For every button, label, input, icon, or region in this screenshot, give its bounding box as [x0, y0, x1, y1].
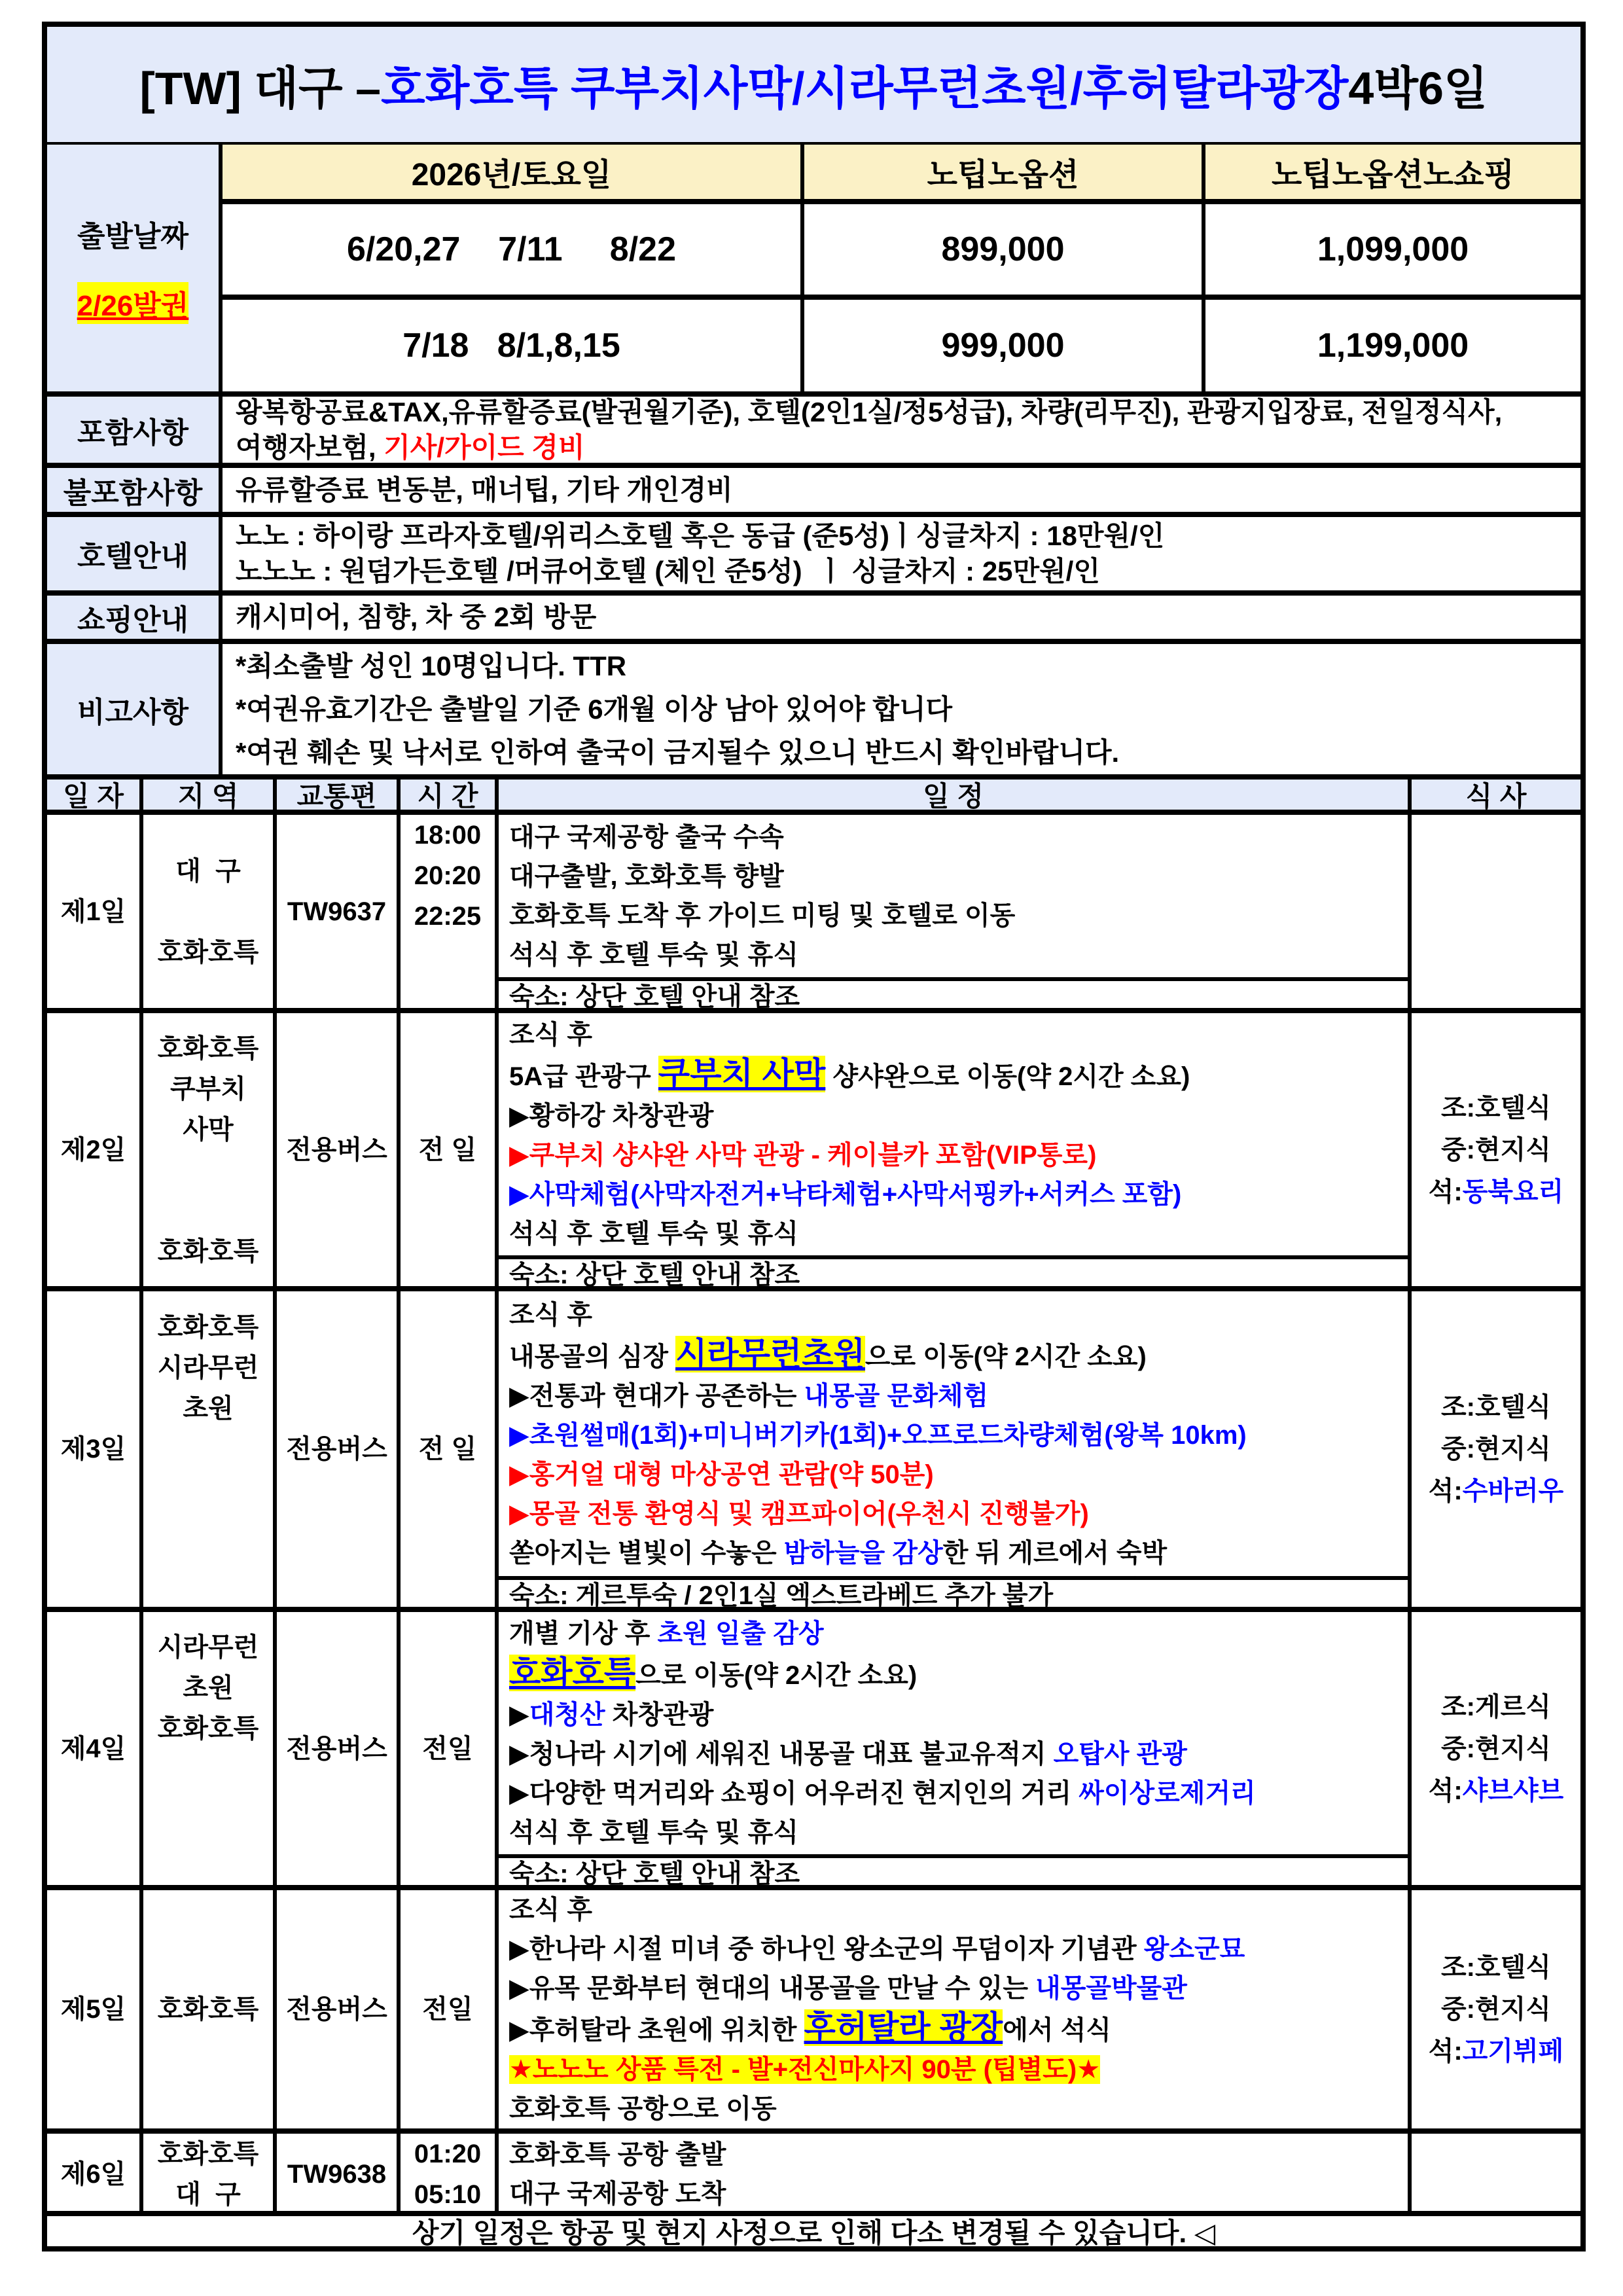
info-row-label: 포함사항 — [47, 397, 223, 463]
itinerary-header-row — [47, 780, 1580, 815]
text-segment: 중:현지식 — [1441, 1734, 1551, 1763]
text-segment: 대구출발, 호화호특 향발 — [509, 862, 784, 891]
info-line — [236, 731, 1580, 774]
schedule-line — [509, 1136, 1408, 1175]
text-segment: 5A급 관광구 — [509, 1062, 658, 1091]
info-row-content — [223, 517, 1580, 590]
schedule-line — [509, 1734, 1408, 1774]
text-segment: 차창관광 — [605, 1700, 714, 1729]
schedule-cell — [499, 1890, 1412, 2128]
text-segment: ▶초원썰매(1회)+미니버기카(1회)+오프로드차량체험(왕복 10km) — [509, 1420, 1247, 1450]
text-segment: 조:호텔식 — [1441, 1953, 1551, 1982]
schedule-cell — [499, 1291, 1412, 1610]
schedule-line — [509, 1015, 1408, 1054]
schedule-cell — [499, 2134, 1412, 2215]
ticketing-note: 2/26발권 — [77, 282, 189, 324]
region-line: 시라무런 — [157, 1632, 259, 1662]
time-line: 01:20 — [414, 2140, 482, 2168]
lodging-line: 숙소: 게르투숙 / 2인1실 엑스트라베드 추가 불가 — [499, 1576, 1408, 1607]
schedule-line — [509, 1494, 1408, 1534]
title-destinations: 호화호특 쿠부치사막/시라무런초원/후허탈라광장 — [381, 62, 1349, 114]
info-line — [236, 554, 1580, 589]
meal-line — [1441, 1946, 1551, 1988]
text-segment: 오탑사 관광 — [1053, 1740, 1187, 1768]
time-line: 전일 — [422, 1995, 473, 2024]
day-number-cell: 제4일 — [47, 1612, 143, 1885]
region-line: 호화호특 — [157, 937, 259, 967]
departure-date-label-cell — [47, 145, 223, 391]
title-duration: 4박6일 — [1348, 62, 1488, 114]
text-segment: *최소출발 성인 10명입니다. TTR — [236, 650, 627, 681]
text-segment: ▶유목 문화부터 현대의 내몽골을 만날 수 있는 — [509, 1974, 1036, 2003]
region-line: 사막 — [183, 1115, 234, 1144]
text-segment: 수바러우 — [1462, 1477, 1564, 1505]
text-segment: ▶황하강 차창관광 — [509, 1102, 714, 1130]
region-line — [204, 1789, 211, 1830]
region-line: 호화호특 — [157, 1033, 259, 1063]
price-noshopping-row1: 1,099,000 — [1205, 204, 1580, 300]
day-row — [47, 1013, 1580, 1291]
pricing-table — [47, 145, 1580, 397]
meal-line — [1441, 1428, 1551, 1470]
region-line: 초원 — [183, 1394, 234, 1423]
header-meals: 식 사 — [1412, 780, 1580, 810]
text-segment: 중:현지식 — [1441, 1995, 1551, 2024]
schedule-change-notice: 상기 일정은 항공 및 현지 사정으로 인해 다소 변경될 수 있습니다. ◁ — [412, 2217, 1216, 2248]
meals-cell — [1412, 815, 1580, 1008]
schedule-lines — [499, 1291, 1408, 1576]
schedule-line — [509, 1969, 1408, 2008]
meals-cell — [1412, 1890, 1580, 2128]
region-cell — [143, 2134, 277, 2215]
region-line: 호화호특 — [157, 1236, 259, 1266]
schedule-lines — [499, 1890, 1408, 2128]
header-region: 지 역 — [143, 780, 277, 810]
text-segment: 대구 국제공항 출국 수속 — [509, 823, 784, 852]
header-time: 시 간 — [401, 780, 499, 810]
text-segment: 에서 석식 — [1003, 2016, 1111, 2045]
itinerary-days-section — [47, 815, 1580, 2216]
info-line — [236, 518, 1580, 554]
text-segment: 석식 후 호텔 투숙 및 휴식 — [509, 941, 798, 969]
time-line: 05:10 — [414, 2180, 482, 2209]
text-segment: 왕복항공료&TAX,유류할증료(발권월기준), 호텔(2인1실/정5성급), 차량(리무진), 관광지입장료, 전일정식사, — [236, 396, 1503, 427]
region-line — [204, 1551, 211, 1591]
text-segment: ▶사막체험(사막자전거+낙타체험+사막서핑카+서커스 포함) — [509, 1180, 1182, 1209]
text-segment: 조식 후 — [509, 1020, 593, 1049]
schedule-line — [509, 1813, 1408, 1852]
region-line: 호화호특 — [157, 1713, 259, 1743]
text-segment: 으로 이동(약 2시간 소요) — [865, 1342, 1147, 1371]
text-segment: 호화호특 공항 출발 — [509, 2140, 726, 2169]
header-day: 일 자 — [47, 780, 143, 810]
region-line: 대 구 — [175, 2180, 241, 2209]
price-notip-row1: 899,000 — [804, 204, 1205, 300]
region-line: 대 구 — [175, 856, 241, 886]
region-line — [204, 891, 211, 932]
day-number-cell: 제2일 — [47, 1013, 143, 1286]
schedule-cell — [499, 1013, 1412, 1289]
info-row-content — [223, 596, 1580, 639]
time-line: 전 일 — [418, 1435, 477, 1463]
day-number-cell: 제1일 — [47, 815, 143, 1008]
text-segment: 조식 후 — [509, 1300, 593, 1329]
region-cell — [143, 1013, 277, 1286]
region-line: 호화호특 — [157, 1995, 259, 2024]
region-line: 호화호특 — [157, 1313, 259, 1342]
text-segment: 쿠부치 사막 — [658, 1056, 826, 1092]
text-segment: 샹샤완으로 이동(약 2시간 소요) — [825, 1062, 1190, 1091]
document-title — [47, 27, 1580, 145]
region-line — [204, 1150, 211, 1191]
schedule-line — [509, 1890, 1408, 1929]
departure-date-label: 출발날짜 — [77, 220, 188, 253]
schedule-line — [509, 817, 1408, 857]
region-line — [204, 1510, 211, 1551]
schedule-line — [509, 1054, 1408, 1096]
info-line — [236, 395, 1580, 430]
meal-line — [1429, 1470, 1564, 1512]
region-cell — [143, 1890, 277, 2128]
text-segment: 개별 기상 후 — [509, 1619, 658, 1648]
meal-line — [1441, 1686, 1551, 1728]
text-segment: 후허탈라 광장 — [804, 2009, 1003, 2046]
schedule-line — [509, 1416, 1408, 1455]
schedule-line — [509, 2089, 1408, 2128]
pricing-col-header-notip: 노팁노옵션 — [804, 145, 1205, 204]
text-segment: ▶한나라 시절 미녀 중 하나인 왕소군의 무덤이자 기념관 — [509, 1935, 1144, 1964]
schedule-line — [509, 1653, 1408, 1695]
region-cell — [143, 1612, 277, 1885]
region-line: 초원 — [183, 1673, 234, 1702]
text-segment: 석: — [1428, 2037, 1463, 2066]
region-line — [204, 1830, 211, 1871]
text-segment: 동북요리 — [1462, 1177, 1564, 1206]
lodging-line: 숙소: 상단 호텔 안내 참조 — [499, 977, 1408, 1008]
text-segment: 샤브샤브 — [1462, 1776, 1564, 1805]
info-row-content — [223, 644, 1580, 774]
text-segment: ▶전통과 현대가 공존하는 — [509, 1381, 804, 1410]
lodging-line: 숙소: 상단 호텔 안내 참조 — [499, 1255, 1408, 1286]
schedule-line — [509, 1096, 1408, 1136]
text-segment: 대청산 — [529, 1700, 605, 1729]
schedule-line — [509, 1614, 1408, 1653]
day-row — [47, 1890, 1580, 2134]
region-line — [204, 1191, 211, 1231]
meals-cell — [1412, 1612, 1580, 1885]
text-segment: 한 뒤 게르에서 숙박 — [942, 1538, 1168, 1568]
text-segment: 석식 후 호텔 투숙 및 휴식 — [509, 1219, 798, 1248]
price-notip-row2: 999,000 — [804, 300, 1205, 391]
region-line: 쿠부치 — [170, 1074, 246, 1103]
meals-cell — [1412, 1291, 1580, 1607]
time-cell — [401, 1890, 499, 2128]
info-row-label: 호텔안내 — [47, 517, 223, 590]
pricing-col-header-noshopping: 노팁노옵션노쇼핑 — [1205, 145, 1580, 204]
text-segment: 싸이상로제거리 — [1079, 1779, 1256, 1808]
info-row — [47, 397, 1580, 468]
schedule-lines — [499, 815, 1408, 977]
text-segment: ▶몽골 전통 환영식 및 캠프파이어(우천시 진행불가) — [509, 1499, 1089, 1528]
schedule-lines — [499, 1013, 1408, 1255]
info-line — [236, 688, 1580, 731]
lodging-line: 숙소: 상단 호텔 안내 참조 — [499, 1854, 1408, 1885]
departure-dates-row1: 6/20,27 7/11 8/22 — [223, 204, 804, 300]
text-segment: *여권유효기간은 출발일 기준 6개월 이상 남아 있어야 합니다 — [236, 693, 953, 725]
meal-line — [1441, 1988, 1551, 2030]
info-line — [236, 430, 1580, 465]
title-prefix: [TW] 대구 – — [139, 62, 382, 114]
time-line: 전일 — [422, 1734, 473, 1763]
text-segment: 석: — [1428, 1177, 1463, 1206]
info-row-label: 불포함사항 — [47, 468, 223, 512]
text-segment: 으로 이동(약 2시간 소요) — [635, 1661, 918, 1690]
meal-line — [1441, 1386, 1551, 1428]
schedule-lines — [499, 2134, 1408, 2215]
tour-info-section — [47, 397, 1580, 780]
schedule-line — [509, 896, 1408, 935]
text-segment: 석: — [1428, 1477, 1463, 1505]
schedule-line — [509, 1774, 1408, 1813]
region-cell — [143, 815, 277, 1008]
info-line — [236, 473, 1580, 508]
text-segment: *여권 훼손 및 낙서로 인하여 출국이 금지될수 있으니 반드시 확인바랍니다. — [236, 736, 1120, 768]
meals-cell — [1412, 1013, 1580, 1286]
info-row-content — [223, 468, 1580, 512]
meal-line — [1441, 1728, 1551, 1770]
text-segment: 내몽골의 심장 — [509, 1342, 676, 1371]
day-number-cell: 제6일 — [47, 2134, 143, 2215]
text-segment: ▶청나라 시기에 세워진 내몽골 대표 불교유적지 — [509, 1740, 1054, 1768]
meals-cell — [1412, 2134, 1580, 2215]
text-segment: 캐시미어, 침향, 차 중 2회 방문 — [236, 601, 597, 632]
text-segment: 밤하늘을 감상 — [783, 1538, 943, 1568]
info-row — [47, 468, 1580, 517]
info-row-content — [223, 397, 1580, 463]
text-segment: 노노노 : 원덤가든호텔 /머큐어호텔 (체인 준5성) ㅣ 싱글차지 : 25만원/인 — [236, 556, 1100, 586]
info-row-label: 비고사항 — [47, 644, 223, 774]
header-transport: 교통편 — [277, 780, 401, 810]
text-segment: 노노 : 하이랑 프라자호텔/위리스호텔 혹은 동급 (준5성)ㅣ싱글차지 : 18만원/인 — [236, 520, 1165, 551]
text-segment: 여행자보험, — [236, 431, 384, 463]
text-segment: 중:현지식 — [1441, 1435, 1551, 1463]
header-schedule: 일 정 — [499, 780, 1412, 810]
schedule-line — [509, 1214, 1408, 1253]
meal-line — [1429, 1171, 1564, 1213]
schedule-cell — [499, 1612, 1412, 1888]
region-cell — [143, 1291, 277, 1607]
info-line — [236, 600, 1580, 635]
day-row — [47, 1612, 1580, 1890]
schedule-line — [509, 1295, 1408, 1335]
schedule-line — [509, 2008, 1408, 2050]
text-segment: ▶다양한 먹거리와 쇼핑이 어우러진 현지인의 거리 — [509, 1779, 1079, 1808]
text-segment: 조:호텔식 — [1441, 1093, 1551, 1122]
region-line — [204, 1429, 211, 1469]
schedule-line — [509, 1455, 1408, 1494]
text-segment: 내몽골박물관 — [1035, 1974, 1187, 2003]
region-line — [204, 1469, 211, 1510]
time-cell — [401, 1291, 499, 1607]
text-segment: 왕소군묘 — [1143, 1935, 1245, 1964]
meal-line — [1441, 1087, 1551, 1129]
transport-cell: 전용버스 — [277, 1291, 401, 1607]
region-line: 호화호특 — [157, 2140, 259, 2168]
text-segment: 조:호텔식 — [1441, 1393, 1551, 1422]
text-segment: 초원 일출 감상 — [657, 1619, 824, 1648]
time-line: 20:20 — [414, 861, 482, 890]
text-segment: 석식 후 호텔 투숙 및 휴식 — [509, 1818, 798, 1847]
schedule-line — [509, 2174, 1408, 2214]
text-segment: ▶후허탈라 초원에 위치한 — [509, 2016, 804, 2045]
price-noshopping-row2: 1,199,000 — [1317, 327, 1469, 365]
text-segment: 내몽골 문화체험 — [804, 1381, 989, 1410]
time-cell — [401, 1612, 499, 1885]
itinerary-document — [42, 22, 1586, 2251]
info-row-label: 쇼핑안내 — [47, 596, 223, 639]
info-row — [47, 517, 1580, 596]
text-segment: ★노노노 상품 특전 - 발+전신마사지 90분 (팁별도)★ — [509, 2055, 1101, 2084]
text-segment: 조식 후 — [509, 1895, 593, 1924]
schedule-line — [509, 2050, 1408, 2089]
schedule-line — [509, 935, 1408, 975]
region-line: 시라무런 — [157, 1354, 259, 1382]
time-cell — [401, 1013, 499, 1286]
text-segment: 중:현지식 — [1441, 1135, 1551, 1164]
departure-dates-row2: 7/18 8/1,8,15 — [223, 300, 804, 391]
day-row — [47, 2134, 1580, 2216]
info-row — [47, 596, 1580, 644]
region-line — [204, 1749, 211, 1789]
meal-line — [1429, 2030, 1564, 2072]
schedule-cell — [499, 815, 1412, 1011]
text-segment: 시라무런초원 — [675, 1335, 865, 1372]
schedule-lines — [499, 1612, 1408, 1854]
day-number-cell: 제3일 — [47, 1291, 143, 1607]
schedule-line — [509, 2135, 1408, 2174]
info-row — [47, 644, 1580, 780]
transport-cell: 전용버스 — [277, 1013, 401, 1286]
time-cell — [401, 2134, 499, 2215]
meal-line — [1441, 1129, 1551, 1171]
text-segment: 조:게르식 — [1441, 1692, 1551, 1721]
day-row — [47, 815, 1580, 1013]
transport-cell: 전용버스 — [277, 1612, 401, 1885]
text-segment: 대구 국제공항 도착 — [509, 2179, 726, 2208]
text-segment: 기사/가이드 경비 — [383, 431, 585, 463]
text-segment: 고기뷔페 — [1462, 2037, 1564, 2066]
text-segment: ▶홍거얼 대형 마상공연 관람(약 50분) — [509, 1460, 934, 1489]
time-line: 22:25 — [414, 902, 482, 931]
schedule-line — [509, 1534, 1408, 1573]
text-segment: 호화호특 — [509, 1655, 636, 1691]
transport-cell: TW9638 — [277, 2134, 401, 2215]
schedule-line — [509, 1929, 1408, 1969]
meal-line — [1429, 1770, 1564, 1812]
transport-cell: TW9637 — [277, 815, 401, 1008]
schedule-line — [509, 857, 1408, 896]
time-line: 전 일 — [418, 1135, 477, 1164]
day-row — [47, 1291, 1580, 1612]
text-segment: 쏟아지는 별빛이 수놓은 — [509, 1538, 784, 1568]
transport-cell: 전용버스 — [277, 1890, 401, 2128]
pricing-col-header-dates: 2026년/토요일 — [223, 145, 804, 204]
text-segment: ▶ — [509, 1700, 529, 1729]
text-segment: 호화호특 도착 후 가이드 미팅 및 호텔로 이동 — [509, 901, 1016, 930]
time-line: 18:00 — [414, 821, 482, 850]
text-segment: ▶쿠부치 샹샤완 사막 관광 - 케이블카 포함(VIP통로) — [509, 1141, 1097, 1170]
schedule-line — [509, 1376, 1408, 1416]
schedule-line — [509, 1175, 1408, 1214]
time-cell — [401, 815, 499, 1008]
schedule-line — [509, 1695, 1408, 1734]
text-segment: 호화호특 공항으로 이동 — [509, 2094, 777, 2123]
schedule-line — [509, 1335, 1408, 1376]
info-line — [236, 645, 1580, 688]
day-number-cell: 제5일 — [47, 1890, 143, 2128]
text-segment: 석: — [1428, 1776, 1463, 1805]
text-segment: 유류할증료 변동분, 매너팁, 기타 개인경비 — [236, 474, 733, 505]
